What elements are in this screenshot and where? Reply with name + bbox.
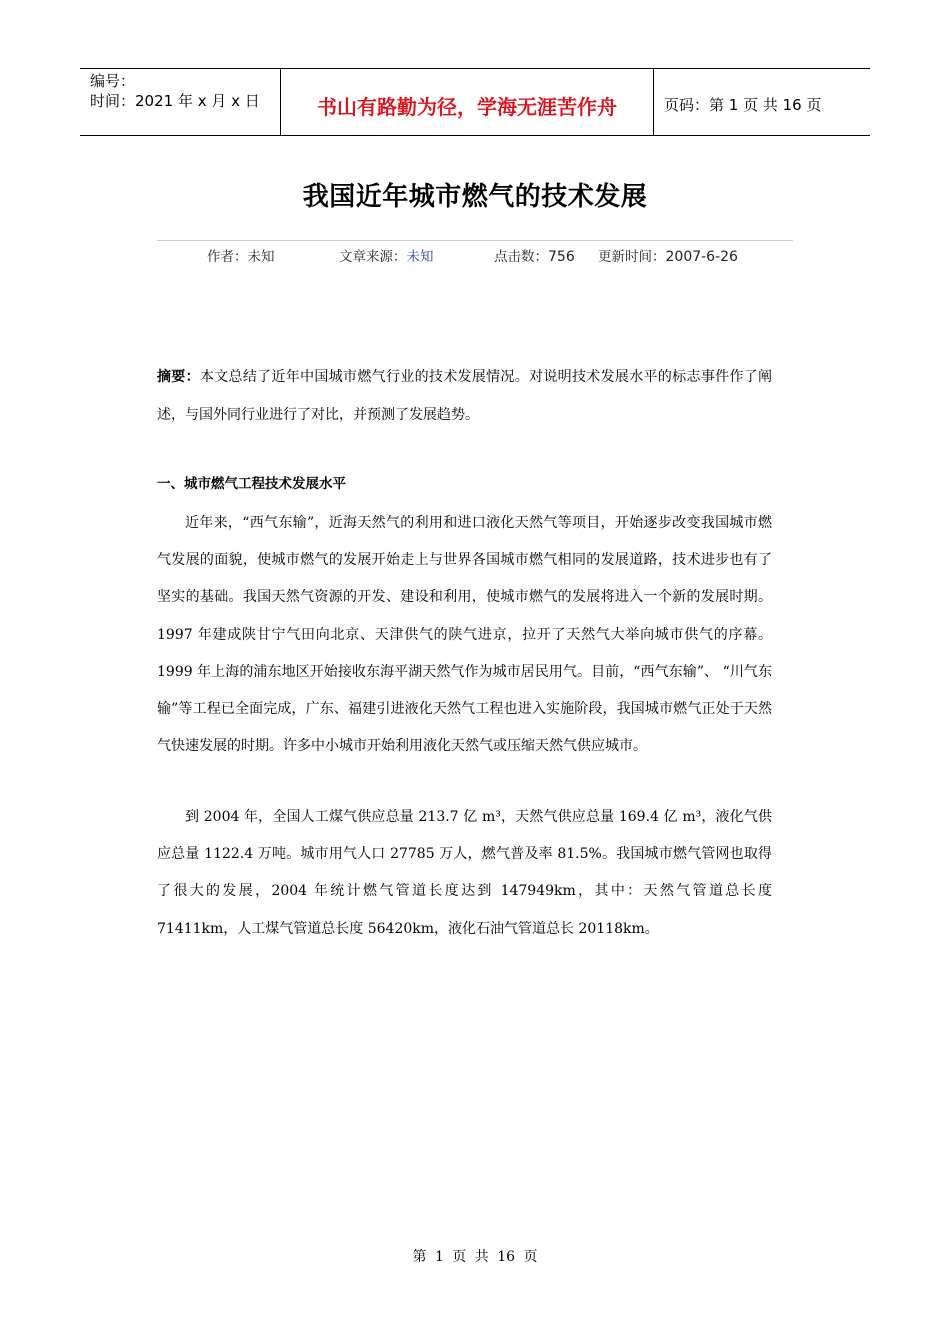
- abstract-text: 本文总结了近年中国城市燃气行业的技术发展情况。对说明技术发展水平的标志事件作了阐述，与国外同行业进行了对比，并预测了发展趋势。: [157, 369, 773, 423]
- abstract: [157, 358, 772, 434]
- author-meta: [207, 247, 275, 267]
- author-label: 作者：: [207, 249, 248, 265]
- clicks-meta: [494, 247, 575, 267]
- clicks-value: 756: [548, 249, 575, 265]
- header-info-cell: [80, 69, 281, 135]
- article-title: 我国近年城市燃气的技术发展: [302, 182, 648, 212]
- paragraph-2: 到 2004 年，全国人工煤气供应总量 213.7 亿 m³，天然气供应总量 169.4 亿 m³，液化气供应总量 1122.4 万吨。城市用气人口 27785 万人，燃气普及率 81.5%。我国城市燃气管网也取得了很大的发展，2004 年统计燃气管道长度达到 147949km，其中：天然气管道总长度 71411km，人工煤气管道总长度 56420km，液化石油气管道总长 20118km。: [157, 809, 772, 937]
- section-heading: 一、城市燃气工程技术发展水平: [157, 476, 346, 492]
- header-page-label: 页码：第 1 页 共 16 页: [664, 95, 822, 114]
- source-label: 文章来源：: [339, 249, 407, 265]
- updated-value: 2007-6-26: [665, 249, 738, 265]
- source-link[interactable]: 未知: [406, 249, 434, 265]
- page-footer: 第 1 页 共 16 页: [412, 1249, 538, 1265]
- document-time-label: 时间：2021 年 x 月 x 日: [90, 92, 260, 110]
- paragraph-1: 近年来，“西气东输”，近海天然气的利用和进口液化天然气等项目，开始逐步改变我国城市燃气发展的面貌，使城市燃气的发展开始走上与世界各国城市燃气相同的发展道路，技术进步也有了坚实的基础。我国天然气资源的开发、建设和利用，使城市燃气的发展将进入一个新的发展时期。1997 年建成陕甘宁气田向北京、天津供气的陕气进京，拉开了天然气大举向城市供气的序幕。1999 年上海的浦东地区开始接收东海平湖天然气作为城市居民用气。目前，“西气东输”、 “川气东输”等工程已全面完成，广东、福建引进液化天然气工程也进入实施阶段，我国城市燃气正处于天然气快速发展的时期。许多中小城市开始利用液化天然气或压缩天然气供应城市。: [157, 515, 772, 755]
- abstract-label: 摘要：: [157, 369, 200, 385]
- source-meta: [339, 247, 434, 267]
- updated-meta: [598, 247, 738, 267]
- header-motto: 书山有路勤为径，学海无涯苦作舟: [281, 69, 654, 135]
- clicks-label: 点击数：: [494, 249, 548, 265]
- author-value: 未知: [247, 249, 275, 265]
- title-divider: [157, 240, 793, 241]
- document-header: [80, 68, 870, 136]
- updated-label: 更新时间：: [598, 249, 666, 265]
- document-number-label: 编号：: [90, 72, 136, 90]
